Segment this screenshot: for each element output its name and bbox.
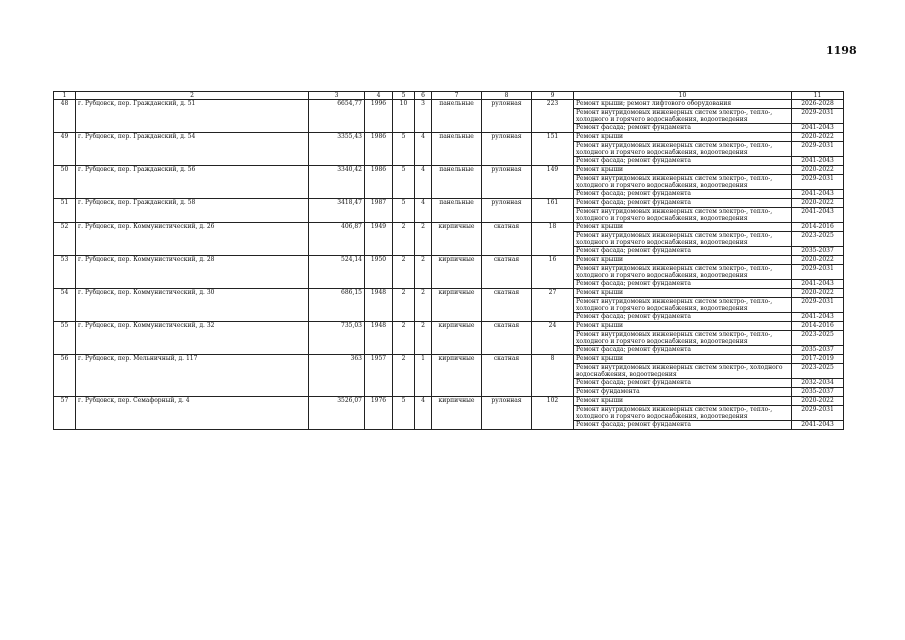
area-cell: 3526,07	[309, 397, 365, 430]
column-header: 5	[393, 92, 415, 100]
work-type-cell: Ремонт крыши	[574, 256, 792, 265]
work-period-cell: 2032-2034	[792, 379, 844, 388]
table-row	[54, 199, 844, 208]
work-type-cell: Ремонт внутридомовых инженерных систем электро-, тепло-, холодного и горячего водоснабжения, водоотведения	[574, 175, 792, 190]
entrances-cell: 2	[415, 256, 432, 289]
work-period-cell: 2026-2028	[792, 100, 844, 109]
row-number: 54	[54, 289, 76, 322]
year-cell: 1957	[365, 355, 393, 397]
address-cell: г. Рубцовск, пер. Коммунистический, д. 30	[76, 289, 309, 322]
floors-cell: 2	[393, 355, 415, 397]
work-period-cell: 2014-2016	[792, 322, 844, 331]
residents-cell: 18	[532, 223, 574, 256]
work-type-cell: Ремонт крыши	[574, 322, 792, 331]
column-header: 1	[54, 92, 76, 100]
work-period-cell: 2041-2043	[792, 313, 844, 322]
walls-cell: кирпичные	[432, 256, 482, 289]
work-period-cell: 2020-2022	[792, 256, 844, 265]
address-cell: г. Рубцовск, пер. Коммунистический, д. 32	[76, 322, 309, 355]
row-number: 50	[54, 166, 76, 199]
work-type-cell: Ремонт внутридомовых инженерных систем электро-, тепло-, холодного и горячего водоснабжения, водоотведения	[574, 208, 792, 223]
column-header: 10	[574, 92, 792, 100]
work-period-cell: 2023-2025	[792, 331, 844, 346]
entrances-cell: 4	[415, 199, 432, 223]
table-row	[54, 355, 844, 364]
work-type-cell: Ремонт фасада; ремонт фундамента	[574, 379, 792, 388]
residents-cell: 16	[532, 256, 574, 289]
address-cell: г. Рубцовск, пер. Семафорный, д. 4	[76, 397, 309, 430]
work-type-cell: Ремонт крыши	[574, 397, 792, 406]
column-header: 4	[365, 92, 393, 100]
work-period-cell: 2041-2043	[792, 124, 844, 133]
column-number-header-row	[54, 92, 844, 100]
roof-cell: рулонная	[482, 100, 532, 133]
work-period-cell: 2035-2037	[792, 346, 844, 355]
entrances-cell: 2	[415, 223, 432, 256]
roof-cell: рулонная	[482, 166, 532, 199]
work-period-cell: 2029-2031	[792, 406, 844, 421]
work-period-cell: 2041-2043	[792, 190, 844, 199]
floors-cell: 2	[393, 322, 415, 355]
area-cell: 524,14	[309, 256, 365, 289]
area-cell: 6654,77	[309, 100, 365, 133]
residents-cell: 149	[532, 166, 574, 199]
year-cell: 1976	[365, 397, 393, 430]
area-cell: 406,87	[309, 223, 365, 256]
area-cell: 3355,43	[309, 133, 365, 166]
work-type-cell: Ремонт внутридомовых инженерных систем электро-, тепло-, холодного и горячего водоснабжения, водоотведения	[574, 142, 792, 157]
table-row	[54, 322, 844, 331]
column-header: 3	[309, 92, 365, 100]
residents-cell: 223	[532, 100, 574, 133]
table-body	[54, 100, 844, 430]
entrances-cell: 3	[415, 100, 432, 133]
work-type-cell: Ремонт внутридомовых инженерных систем электро-, тепло-, холодного и горячего водоснабжения, водоотведения	[574, 265, 792, 280]
table-row	[54, 100, 844, 109]
residents-cell: 24	[532, 322, 574, 355]
residents-cell: 8	[532, 355, 574, 397]
work-period-cell: 2029-2031	[792, 298, 844, 313]
area-cell: 3340,42	[309, 166, 365, 199]
entrances-cell: 4	[415, 397, 432, 430]
area-cell: 735,03	[309, 322, 365, 355]
entrances-cell: 1	[415, 355, 432, 397]
roof-cell: скатная	[482, 322, 532, 355]
work-period-cell: 2020-2022	[792, 289, 844, 298]
work-type-cell: Ремонт крыши	[574, 166, 792, 175]
page-number: 1198	[826, 44, 857, 57]
work-type-cell: Ремонт внутридомовых инженерных систем электро-, тепло-, холодного и горячего водоснабжения, водоотведения	[574, 298, 792, 313]
work-period-cell: 2041-2043	[792, 280, 844, 289]
column-header: 6	[415, 92, 432, 100]
work-period-cell: 2041-2043	[792, 208, 844, 223]
work-period-cell: 2029-2031	[792, 265, 844, 280]
row-number: 56	[54, 355, 76, 397]
column-header: 9	[532, 92, 574, 100]
table-row	[54, 289, 844, 298]
floors-cell: 5	[393, 166, 415, 199]
work-type-cell: Ремонт фасада; ремонт фундамента	[574, 157, 792, 166]
table-row	[54, 397, 844, 406]
floors-cell: 2	[393, 289, 415, 322]
work-period-cell: 2020-2022	[792, 397, 844, 406]
work-type-cell: Ремонт фасада; ремонт фундамента	[574, 124, 792, 133]
year-cell: 1986	[365, 133, 393, 166]
address-cell: г. Рубцовск, пер. Мельничный, д. 117	[76, 355, 309, 397]
column-header: 8	[482, 92, 532, 100]
floors-cell: 2	[393, 223, 415, 256]
work-type-cell: Ремонт фасада; ремонт фундамента	[574, 346, 792, 355]
work-period-cell: 2017-2019	[792, 355, 844, 364]
address-cell: г. Рубцовск, пер. Гражданский, д. 54	[76, 133, 309, 166]
row-number: 51	[54, 199, 76, 223]
work-period-cell: 2020-2022	[792, 199, 844, 208]
row-number: 57	[54, 397, 76, 430]
walls-cell: панельные	[432, 100, 482, 133]
floors-cell: 5	[393, 397, 415, 430]
walls-cell: панельные	[432, 133, 482, 166]
work-type-cell: Ремонт фасада; ремонт фундамента	[574, 247, 792, 256]
work-period-cell: 2029-2031	[792, 109, 844, 124]
work-type-cell: Ремонт внутридомовых инженерных систем электро-, тепло-, холодного и горячего водоснабжения, водоотведения	[574, 109, 792, 124]
residents-cell: 151	[532, 133, 574, 166]
work-period-cell: 2023-2025	[792, 232, 844, 247]
work-type-cell: Ремонт фасада; ремонт фундамента	[574, 190, 792, 199]
year-cell: 1987	[365, 199, 393, 223]
year-cell: 1950	[365, 256, 393, 289]
residents-cell: 102	[532, 397, 574, 430]
work-type-cell: Ремонт фундамента	[574, 388, 792, 397]
column-header: 7	[432, 92, 482, 100]
work-type-cell: Ремонт фасада; ремонт фундамента	[574, 280, 792, 289]
floors-cell: 5	[393, 199, 415, 223]
work-period-cell: 2035-2037	[792, 247, 844, 256]
walls-cell: кирпичные	[432, 223, 482, 256]
area-cell: 686,15	[309, 289, 365, 322]
work-period-cell: 2020-2022	[792, 166, 844, 175]
entrances-cell: 4	[415, 133, 432, 166]
work-type-cell: Ремонт крыши	[574, 133, 792, 142]
walls-cell: кирпичные	[432, 355, 482, 397]
address-cell: г. Рубцовск, пер. Гражданский, д. 58	[76, 199, 309, 223]
area-cell: 363	[309, 355, 365, 397]
table-row	[54, 223, 844, 232]
work-type-cell: Ремонт крыши	[574, 355, 792, 364]
row-number: 48	[54, 100, 76, 133]
walls-cell: панельные	[432, 166, 482, 199]
address-cell: г. Рубцовск, пер. Гражданский, д. 51	[76, 100, 309, 133]
work-type-cell: Ремонт внутридомовых инженерных систем электро-, тепло-, холодного и горячего водоснабжения, водоотведения	[574, 406, 792, 421]
column-header: 11	[792, 92, 844, 100]
work-type-cell: Ремонт внутридомовых инженерных систем электро-, тепло-, холодного и горячего водоснабжения, водоотведения	[574, 331, 792, 346]
work-type-cell: Ремонт фасада; ремонт фундамента	[574, 313, 792, 322]
work-type-cell: Ремонт крыши	[574, 223, 792, 232]
row-number: 52	[54, 223, 76, 256]
address-cell: г. Рубцовск, пер. Коммунистический, д. 26	[76, 223, 309, 256]
area-cell: 3418,47	[309, 199, 365, 223]
work-type-cell: Ремонт крыши	[574, 289, 792, 298]
table-row	[54, 166, 844, 175]
row-number: 49	[54, 133, 76, 166]
work-type-cell: Ремонт внутридомовых инженерных систем электро-, холодного водоснабжения, водоотведения	[574, 364, 792, 379]
column-header: 2	[76, 92, 309, 100]
table-row	[54, 133, 844, 142]
year-cell: 1986	[365, 166, 393, 199]
residents-cell: 161	[532, 199, 574, 223]
entrances-cell: 2	[415, 322, 432, 355]
work-period-cell: 2041-2043	[792, 421, 844, 430]
table-row	[54, 256, 844, 265]
year-cell: 1948	[365, 289, 393, 322]
work-type-cell: Ремонт крыши; ремонт лифтового оборудования	[574, 100, 792, 109]
entrances-cell: 2	[415, 289, 432, 322]
floors-cell: 10	[393, 100, 415, 133]
address-cell: г. Рубцовск, пер. Гражданский, д. 56	[76, 166, 309, 199]
work-period-cell: 2041-2043	[792, 157, 844, 166]
roof-cell: рулонная	[482, 397, 532, 430]
work-period-cell: 2014-2016	[792, 223, 844, 232]
address-cell: г. Рубцовск, пер. Коммунистический, д. 28	[76, 256, 309, 289]
floors-cell: 5	[393, 133, 415, 166]
year-cell: 1949	[365, 223, 393, 256]
walls-cell: кирпичные	[432, 322, 482, 355]
work-period-cell: 2029-2031	[792, 142, 844, 157]
row-number: 53	[54, 256, 76, 289]
work-period-cell: 2023-2025	[792, 364, 844, 379]
work-period-cell: 2020-2022	[792, 133, 844, 142]
roof-cell: рулонная	[482, 199, 532, 223]
roof-cell: скатная	[482, 256, 532, 289]
walls-cell: кирпичные	[432, 397, 482, 430]
entrances-cell: 4	[415, 166, 432, 199]
year-cell: 1948	[365, 322, 393, 355]
roof-cell: рулонная	[482, 133, 532, 166]
roof-cell: скатная	[482, 223, 532, 256]
walls-cell: кирпичные	[432, 289, 482, 322]
roof-cell: скатная	[482, 355, 532, 397]
row-number: 55	[54, 322, 76, 355]
residents-cell: 27	[532, 289, 574, 322]
walls-cell: панельные	[432, 199, 482, 223]
work-type-cell: Ремонт фасада; ремонт фундамента	[574, 199, 792, 208]
repair-schedule-table	[53, 91, 844, 430]
year-cell: 1996	[365, 100, 393, 133]
work-period-cell: 2029-2031	[792, 175, 844, 190]
work-type-cell: Ремонт внутридомовых инженерных систем электро-, тепло-, холодного и горячего водоснабжения, водоотведения	[574, 232, 792, 247]
work-period-cell: 2035-2037	[792, 388, 844, 397]
roof-cell: скатная	[482, 289, 532, 322]
work-type-cell: Ремонт фасада; ремонт фундамента	[574, 421, 792, 430]
floors-cell: 2	[393, 256, 415, 289]
